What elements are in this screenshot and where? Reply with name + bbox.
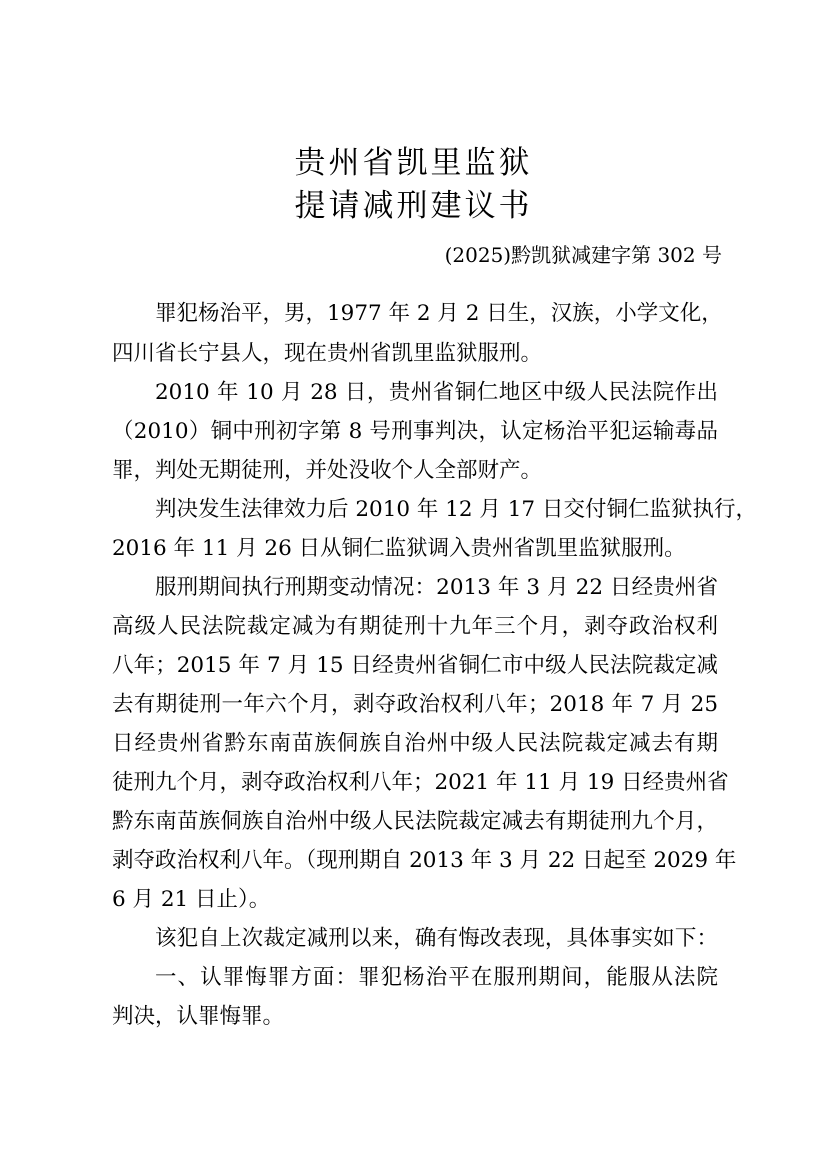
body-line: 2010 年 10 月 28 日，贵州省铜仁地区中级人民法院作出 [155, 380, 718, 405]
body-line: 判决，认罪悔罪。 [112, 1004, 285, 1029]
body-line: 判决发生法律效力后 2010 年 12 月 17 日交付铜仁监狱执行， [155, 497, 757, 522]
body-line: 罪，判处无期徒刑，并处没收个人全部财产。 [112, 458, 543, 483]
body-line: 八年；2015 年 7 月 15 日经贵州省铜仁市中级人民法院裁定减 [112, 653, 718, 678]
body-line: 一、认罪悔罪方面：罪犯杨治平在服刑期间，能服从法院 [155, 965, 718, 990]
body-line: 6 月 21 日止）。 [112, 887, 271, 912]
body-line: 罪犯杨治平，男，1977 年 2 月 2 日生，汉族，小学文化， [155, 301, 723, 326]
document-title-institution: 贵州省凯里监狱 [294, 145, 533, 181]
body-line: 服刑期间执行刑期变动情况：2013 年 3 月 22 日经贵州省 [155, 575, 718, 600]
body-line: 高级人民法院裁定减为有期徒刑十九年三个月，剥夺政治权利 [112, 614, 718, 639]
body-line: 去有期徒刑一年六个月，剥夺政治权利八年；2018 年 7 月 25 [112, 692, 718, 717]
body-line: 2016 年 11 月 26 日从铜仁监狱调入贵州省凯里监狱服刑。 [112, 536, 686, 561]
body-line: （2010）铜中刑初字第 8 号刑事判决，认定杨治平犯运输毒品 [112, 419, 718, 444]
body-line: 该犯自上次裁定减刑以来，确有悔改表现，具体事实如下： [155, 926, 718, 951]
body-line: 剥夺政治权利八年。（现刑期自 2013 年 3 月 22 日起至 2029 年 [112, 848, 737, 873]
body-line: 黔东南苗族侗族自治州中级人民法院裁定减去有期徒刑九个月， [112, 809, 718, 834]
body-line: 日经贵州省黔东南苗族侗族自治州中级人民法院裁定减去有期 [112, 731, 718, 756]
body-line: 四川省长宁县人，现在贵州省凯里监狱服刑。 [112, 341, 543, 366]
body-line: 徒刑九个月，剥夺政治权利八年；2021 年 11 月 19 日经贵州省 [112, 770, 729, 795]
document-number: (2025)黔凯狱减建字第 302 号 [444, 243, 722, 267]
document-title-type: 提请减刑建议书 [294, 188, 533, 224]
